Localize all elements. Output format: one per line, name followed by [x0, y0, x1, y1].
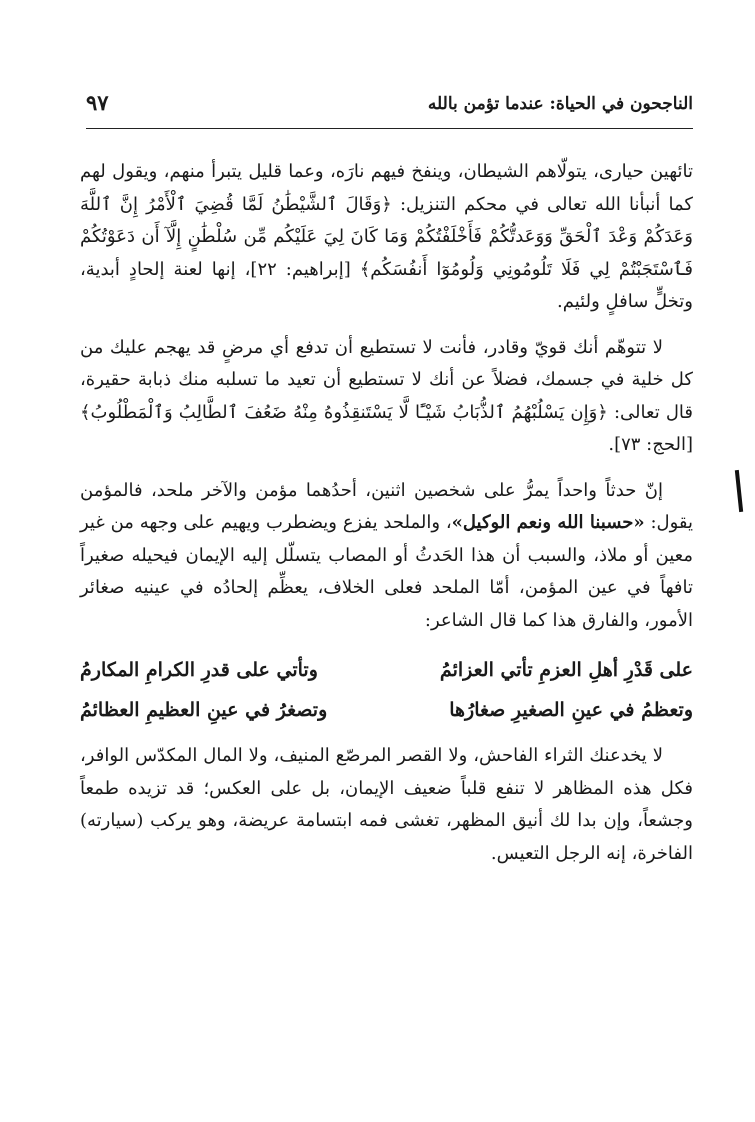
poem-line [80, 690, 693, 730]
quoted-phrase: «حسبنا الله ونعم الوكيل» [451, 512, 645, 533]
text-segment: لا يخدعنك الثراء الفاحش، ولا القصر المرصّع المنيف، ولا المال المكدّس الوافر، فكل هذه المظاهر لا تنفع قلباً ضعيف الإيمان، بل على العكس؛ قد تزيده طمعاً وجشعاً، وإن بدا لك أنيق المظهر، تغشى فمه ابتسامة عريضة، وهو يركب (سيارته) الفاخرة، إنه الرجل التعيس. [80, 745, 693, 864]
header-divider [86, 128, 693, 129]
text-segment: إنّ حدثاً واحداً يمرُّ على شخصين اثنين، أحدُهما مؤمن والآخر ملحد، فالمؤمن يقول: [80, 479, 694, 533]
text-segment: تائهين حيارى، يتولّاهم الشيطان، وينفخ فيهم نارَه، وعما قليل يتبرأ منهم، ويقول لهم كما أنبأنا الله تعالى في محكم التنزيل: [80, 161, 694, 215]
paragraph-3 [80, 475, 693, 638]
running-title: الناجحون في الحياة: عندما تؤمن بالله [427, 94, 693, 114]
paragraph-4 [80, 740, 693, 870]
poem-hemistich-second: وتأتي على قدرِ الكرامِ المكارمُ [80, 659, 318, 681]
poem-hemistich-first: على قَدْرِ أهلِ العزمِ تأتي العزائمُ [439, 659, 693, 681]
poem-line [80, 650, 693, 690]
main-text [80, 156, 693, 883]
paragraph-1 [80, 156, 693, 319]
poem-hemistich-second: وتصغرُ في عينِ العظيمِ العظائمُ [80, 699, 328, 721]
margin-mark [735, 470, 743, 512]
quran-verse: ﴿وَقَالَ ٱلشَّيْطَٰنُ لَمَّا قُضِيَ ٱلْأَمْرُ إِنَّ ٱللَّهَ وَعَدَكُمْ وَعْدَ ٱلْحَقِّ وَوَعَدتُّكُمْ فَأَخْلَفْتُكُمْ وَمَا كَانَ لِيَ عَلَيْكُم مِّن سُلْطَٰنٍ إِلَّآ أَن دَعَوْتُكُمْ فَٱسْتَجَبْتُمْ لِي فَلَا تَلُومُونِي وَلُومُوٓا أَنفُسَكُم﴾ [80, 193, 693, 280]
poem-hemistich-first: وتعظمُ في عينِ الصغيرِ صغارُها [449, 699, 693, 721]
quran-verse: ﴿وَإِن يَسْلُبْهُمُ ٱلذُّبَابُ شَيْـًٔا لَّا يَسْتَنقِذُوهُ مِنْهُ ضَعُفَ ٱلطَّالِبُ وَٱلْمَطْلُوبُ﴾ [80, 401, 608, 423]
text-segment: [الحج: ٧٣]. [608, 434, 693, 455]
text-segment: ، والملحد يفزع ويضطرب ويهيم على وجهه من غير معين أو ملاذ، والسبب أن هذا الحَدثُ أو المصاب يتسلّل إليه الإيمان فيحيله صغيراً تافهاً في عين المؤمن، أمّا الملحد فعلى الخلاف، يعظِّم إلحادُه في عينيه صغائر الأمور، والفارق هذا كما قال الشاعر: [80, 512, 694, 631]
poem [80, 650, 693, 730]
page-number: ٩٧ [86, 90, 109, 115]
paragraph-2 [80, 332, 693, 462]
page-header [86, 88, 693, 128]
text-segment: لا تتوهّم أنك قويّ وقادر، فأنت لا تستطيع أن تدفع أي مرضٍ قد يهجم عليك من كل خلية في جسمك، فضلاً عن أنك لا تستطيع أن تعيد ما تسلبه منك ذبابة حقيرة، قال تعالى: [80, 336, 693, 423]
text-segment: [إبراهيم: ٢٢]، إنها لعنة إلحادٍ أبدية، وتخلٍّ سافلٍ ولئيم. [80, 258, 693, 312]
